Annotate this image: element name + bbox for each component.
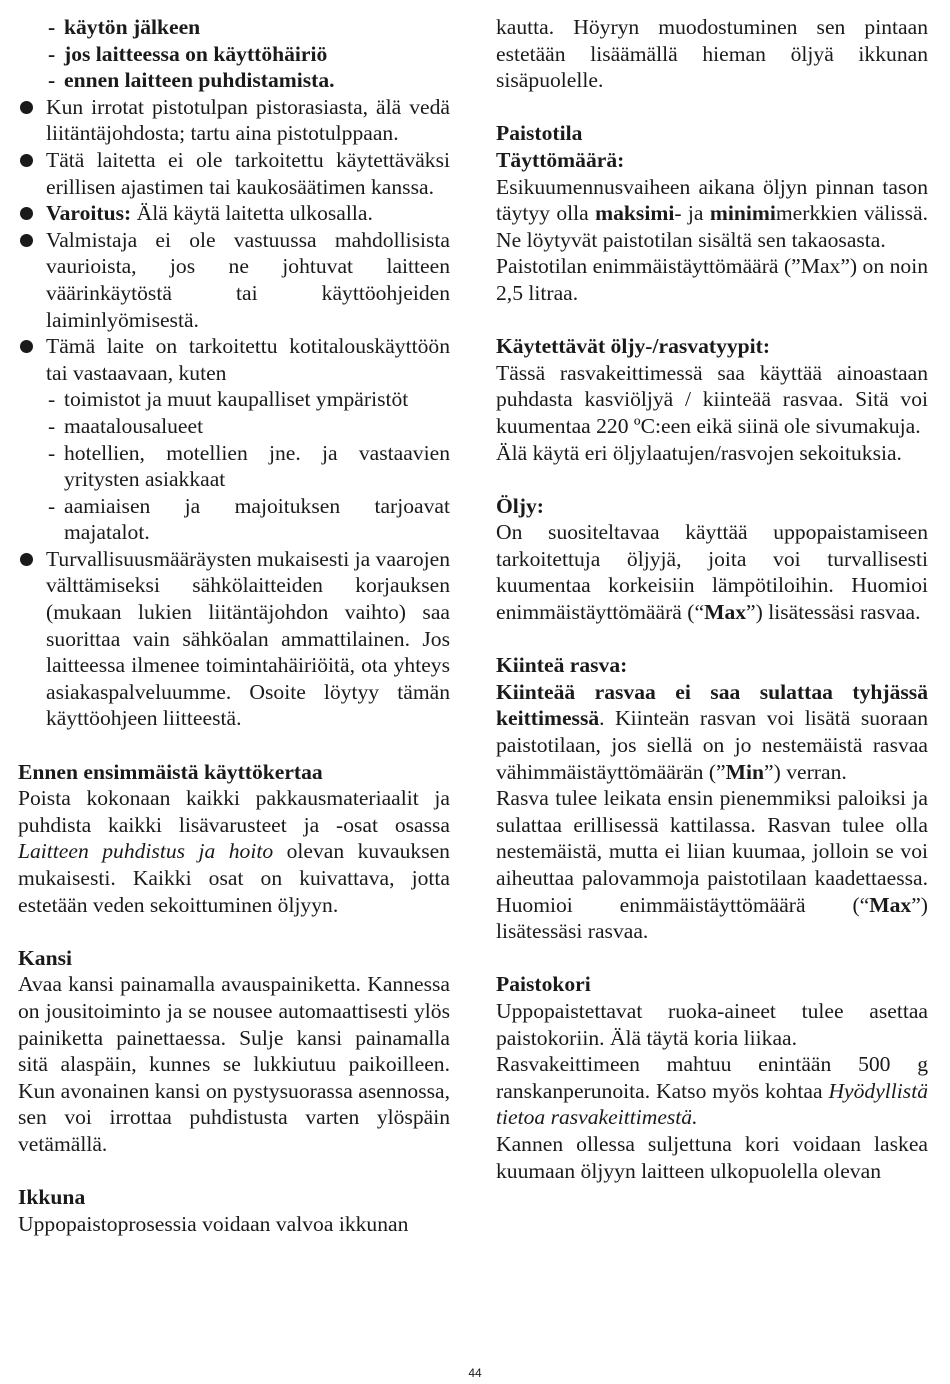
basket-text-1: Uppopaistettavat ruoka-aineet tulee asettaa paistokoriin. Älä täytä koria liikaa. [496,998,928,1050]
bullet-household-use: Tämä laite on tarkoitettu kotitalouskäyttöön tai vastaavaan, kuten [18,333,450,386]
fill-heading: Täyttömäärä: [496,147,625,172]
bullet-unplug: Kun irrotat pistotulpan pistorasiasta, älä vedä liitäntäjohdosta; tartu aina pistotulppaan. [18,94,450,147]
fill-max-word: maksimi [595,201,675,226]
window-heading: Ikkuna [18,1185,86,1210]
spacer [18,732,450,759]
spacer [496,94,928,121]
basket-text-2 [496,1051,928,1131]
solid-fat-warning: Kiinteää rasvaa ei saa sulattaa tyhjässä keittimessä [496,679,928,731]
solid-fat-text-start: . Kiinteän rasvan voi lisätä suoraan paistotilaan, jos siellä on jo nestemäistä rasvaa vähimmäistäyttömäärän (” [496,706,928,784]
solid-fat-heading: Kiinteä rasva: [496,653,628,678]
first-use-heading: Ennen ensimmäistä käyttökertaa [18,759,323,784]
solid-fat-text-end: ”) verran. [764,759,847,784]
solid-fat-text [496,679,928,785]
solid-fat-text-2-start: Rasva tulee leikata ensin pienemmiksi paloiksi ja sulattaa erillisessä kattilassa. Rasvan tulee olla nestemäistä, mutta ei liian kuumaa, jolloin se voi aiheuttaa palovammoja paistotilaan kaadettaessa. Huomioi enimmäistäyttömäärä (“ [496,786,928,917]
dash-item-after-use: - käytön jälkeen [18,14,450,41]
chamber-heading: Paistotila [496,121,583,146]
right-column [496,14,928,1184]
fill-min-word: minimi [709,201,776,226]
spacer [496,945,928,972]
oil-heading: Öljy: [496,493,544,518]
warning-text: Älä käytä laitetta ulkosalla. [131,201,373,226]
oil-text-start: On suositeltavaa käyttää uppopaistamiseen tarkoitettuja öljyjä, joita voi turvallisesti kuumentaa korkeisiin lämpötiloihin. Huomioi enimmäistäyttömäärä (“ [496,520,928,625]
lid-text: Avaa kansi painamalla avauspainiketta. Kannessa on jousitoiminto ja se nousee automaattisesti ylös painiketta painettaessa. Sulje kansi painamalla sitä alaspäin, kunnes se lukkiutuu paikoilleen. Kun avonainen kansi on pystysuorassa asennossa, sen voi irrottaa puhdistusta varten ylöspäin vetämällä. [18,972,450,1156]
bullet-no-timer: Tätä laitetta ei ole tarkoitettu käytettäväksi erillisen ajastimen tai kaukosäätimen kanssa. [18,147,450,200]
fill-text [496,174,928,254]
first-use-text [18,785,450,918]
first-use-text-start: Poista kokonaan kaikki pakkausmateriaalit ja puhdista kaikki lisävarusteet ja -osat osassa [18,786,450,837]
fill-text-mid: - ja [674,201,710,226]
spacer [496,466,928,493]
first-use-text-end: olevan kuvauksen mukaisesti. Kaikki osat on kuivattava, jotta estetään veden sekoittuminen öljyyn. [18,839,450,917]
sub-item-bnb: - aamiaisen ja majoituksen tarjoavat majatalot. [18,493,450,546]
left-column [18,14,450,1237]
solid-fat-text-2 [496,785,928,945]
bullet-repairs: Turvallisuusmääräysten mukaisesti ja vaarojen välttämiseksi sähkölaitteiden korjauksen (mukaan lukien liitäntäjohdon vaihto) saa suorittaa vain sähköalan ammattilainen. Jos laitteessa ilmenee toimintahäiriöitä, ota yhteys asiakaspalveluumme. Osoite löytyy tämän käyttöohjeen liitteestä. [18,546,450,732]
fill-text-start: Esikuumennusvaiheen aikana öljyn pinnan tason täytyy olla [496,174,928,226]
dash-item-malfunction: - jos laitteessa on käyttöhäiriö [18,41,450,68]
cleaning-section-ref: Laitteen puhdistus ja hoito [18,839,274,864]
bullet-liability: Valmistaja ei ole vastuussa mahdollisista vaurioista, jos ne johtuvat laitteen väärinkäytöstä tai käyttöohjeiden laiminlyömisestä. [18,227,450,333]
fill-text-end: merkkien välissä. Ne löytyvät paistotilan sisältä sen takaosasta. [496,201,928,252]
bullet-warning [18,200,450,227]
oil-max-word: Max [704,600,747,625]
sub-item-offices: - toimistot ja muut kaupalliset ympäristöt [18,386,450,413]
basket-text-3: Kannen ollessa suljettuna kori voidaan laskea kuumaan öljyyn laitteen ulkopuolella olevan [496,1131,928,1183]
solid-max-word: Max [869,892,912,917]
spacer [18,918,450,945]
dash-item-before-cleaning: - ennen laitteen puhdistamista. [18,67,450,94]
spacer [18,1158,450,1185]
basket-heading: Paistokori [496,972,591,997]
basket-text-2-start: Rasvakeittimeen mahtuu enintään 500 g ranskanperunoita. Katso myös kohtaa [496,1052,928,1103]
useful-info-ref: Hyödyllistä tietoa rasvakeittimestä. [496,1078,928,1130]
oil-types-text-2: Älä käytä eri öljylaatujen/rasvojen sekoituksia. [496,440,902,465]
sub-item-hotels: - hotellien, motellien jne. ja vastaavien yritysten asiakkaat [18,440,450,493]
lid-heading: Kansi [18,945,73,970]
spacer [496,626,928,653]
sub-item-farms: - maatalousalueet [18,413,450,440]
page-number: 44 [468,1366,482,1380]
oil-types-text: Tässä rasvakeittimessä saa käyttää ainoastaan puhdasta kasviöljyä / kiinteää rasvaa. Sitä voi kuumentaa 220 ºC:een eikä siinä ole sivumakuja. [496,360,928,438]
window-text-continued: kautta. Höyryn muodostuminen sen pintaan estetään lisäämällä hieman öljyä ikkunan sisäpuolelle. [496,15,928,93]
oil-types-heading: Käytettävät öljy-/rasvatyypit: [496,334,771,359]
solid-fat-text-2-end: ”) lisätessäsi rasvaa. [496,892,928,944]
solid-min-word: Min [725,759,765,784]
window-text: Uppopaistoprosessia voidaan valvoa ikkunan [18,1211,409,1236]
oil-text [496,519,928,625]
spacer [496,307,928,334]
oil-text-end: ”) lisätessäsi rasvaa. [746,600,921,625]
fill-capacity: Paistotilan enimmäistäyttömäärä (”Max”) on noin 2,5 litraa. [496,254,928,305]
warning-label: Varoitus: [46,201,132,226]
